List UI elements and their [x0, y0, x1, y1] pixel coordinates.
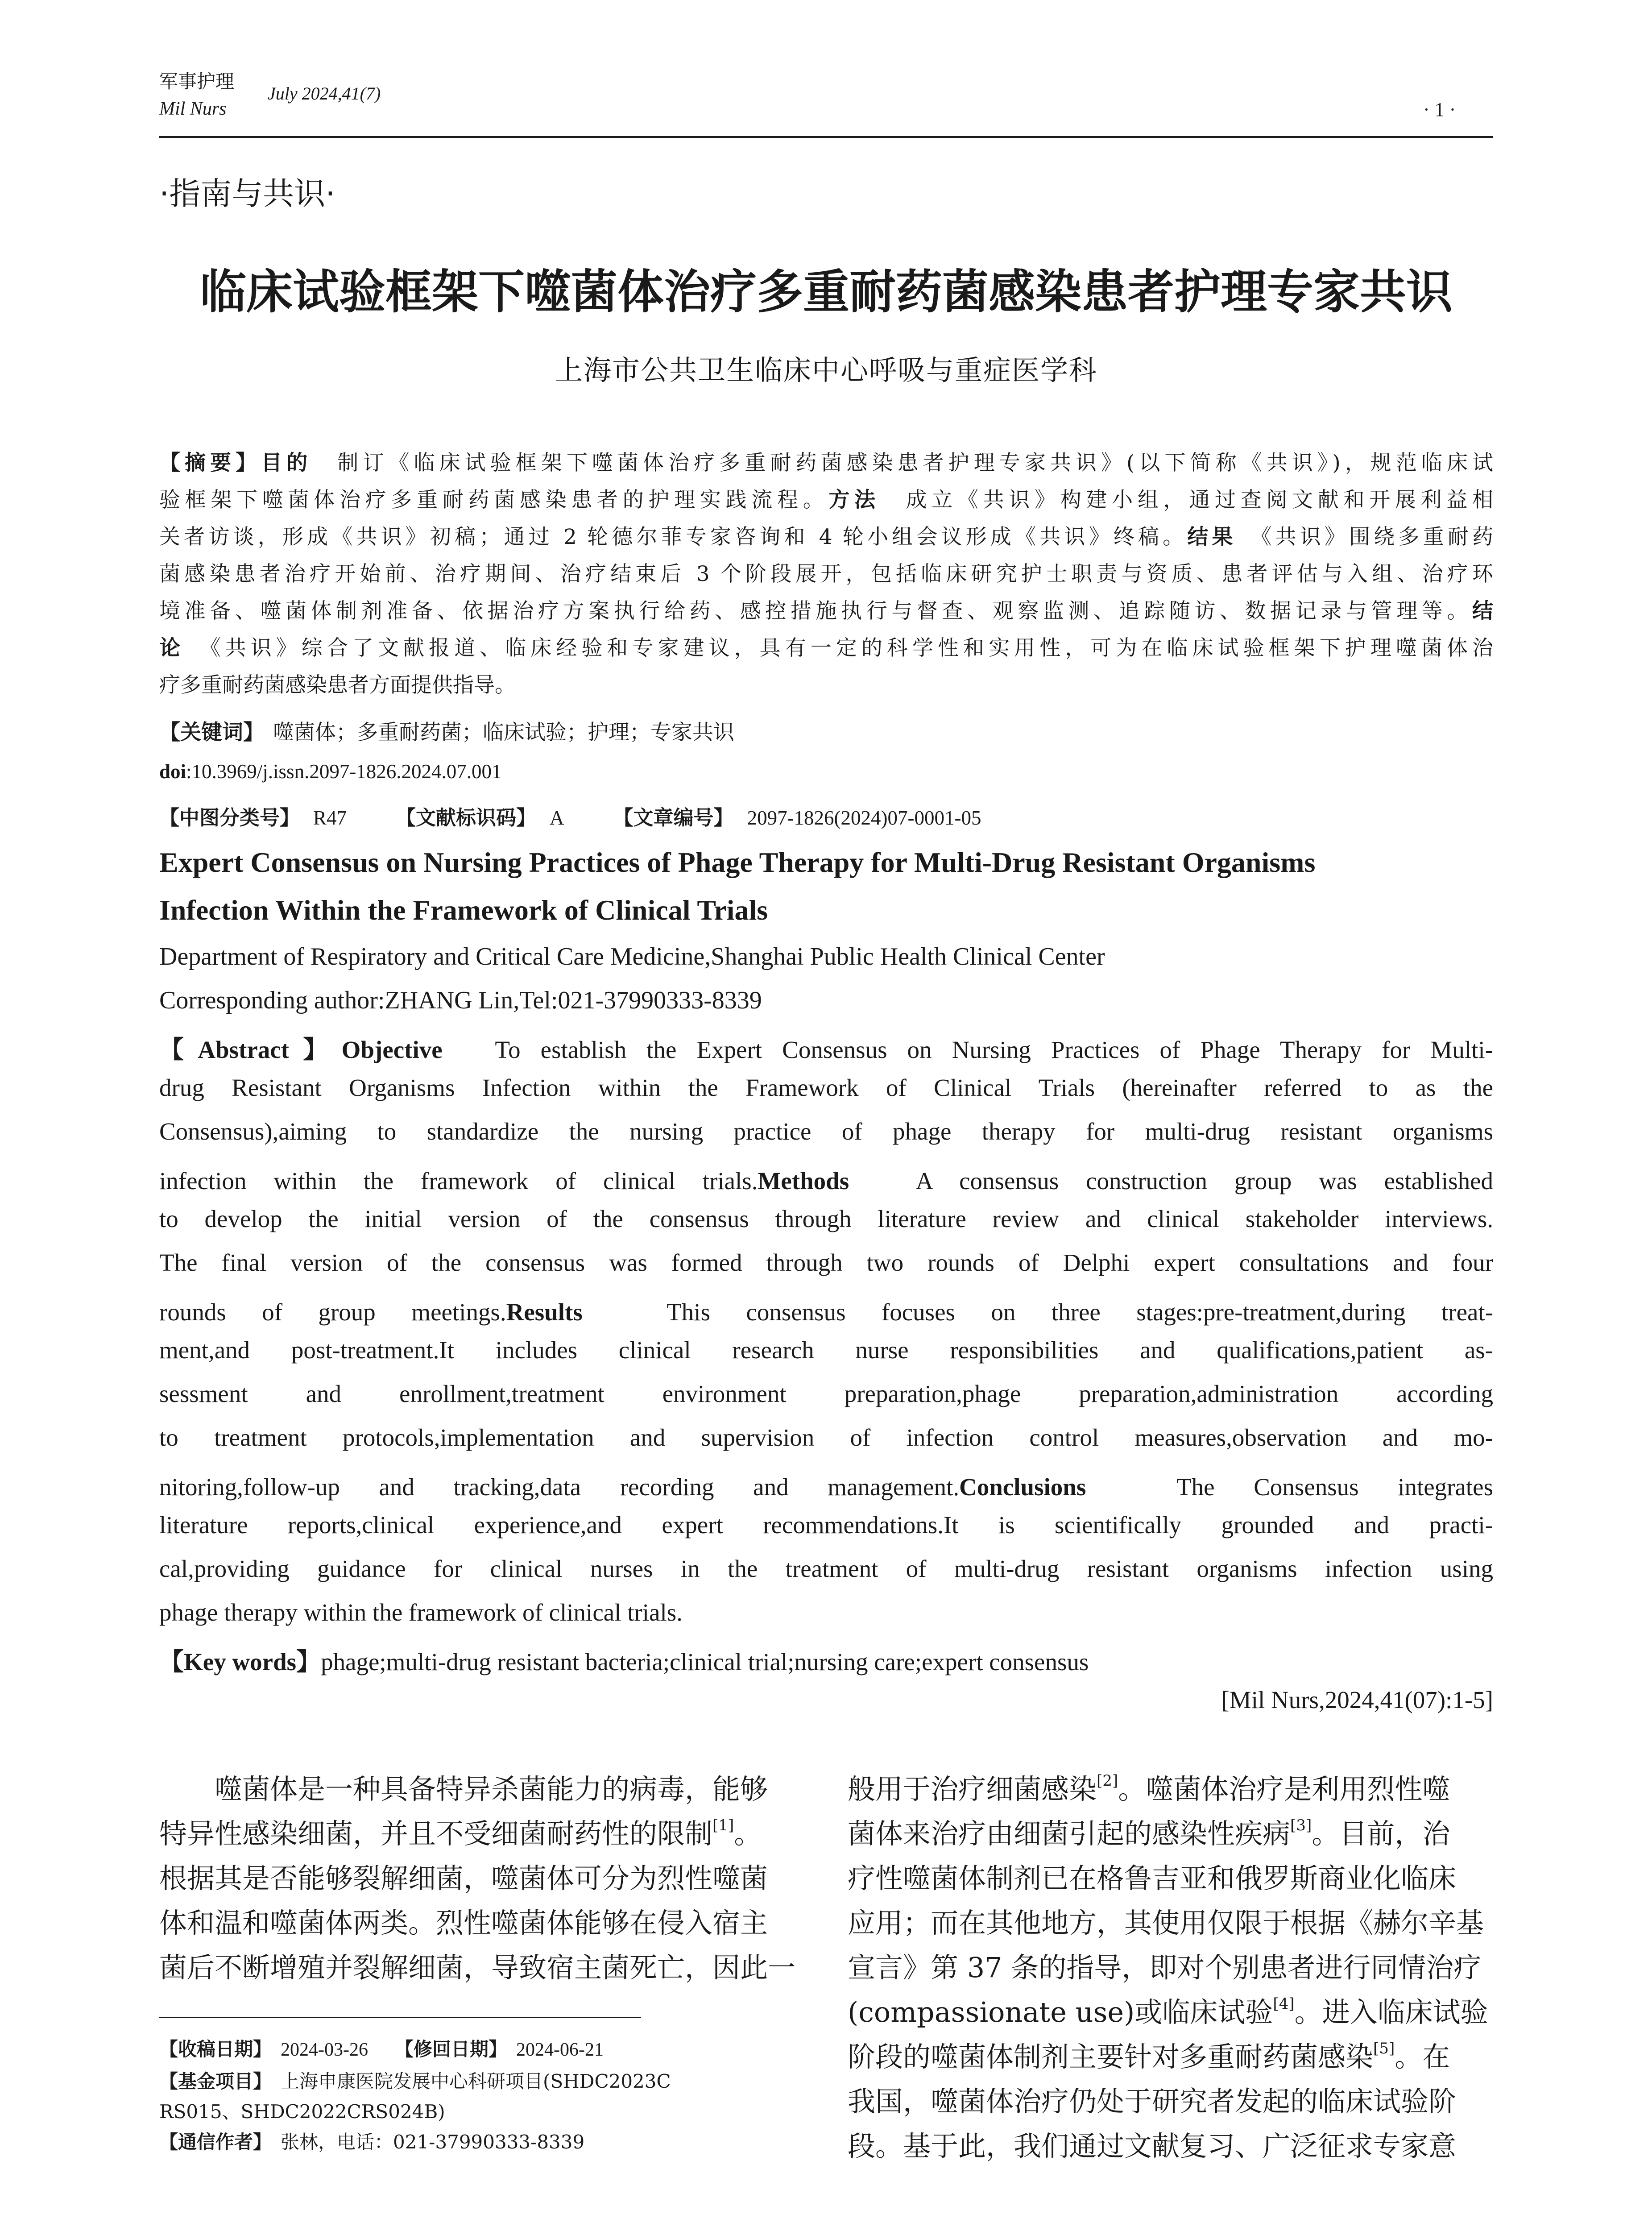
corresponding-author-en: Corresponding author:ZHANG Lin,Tel:021-37990333-8339: [159, 987, 762, 1014]
abstract-cn-label: 【摘要】: [159, 451, 261, 475]
classification-line: 【中图分类号】 R47 【文献标识码】 A 【文章编号】 2097-1826(2024)07-0001-05: [159, 806, 981, 829]
doi-label: doi: [159, 760, 186, 783]
abstract-en-line: ment,and post-treatment.It includes clinical research nurse responsibilities and qualifications,patient as-: [159, 1336, 1493, 1364]
abstract-en-line: The final version of the consensus was formed through two rounds of Delphi expert consultations and four: [159, 1249, 1493, 1276]
footnote-dates: 【收稿日期】 2024-03-26 【修回日期】 2024-06-21: [159, 2038, 604, 2060]
body-line: (compassionate use)或临床试验[4]。进入临床试验: [848, 1995, 1488, 2028]
abstract-cn-line: 菌感染患者治疗开始前、治疗期间、治疗结束后 3 个阶段展开，包括临床研究护士职责与资质、患者评估与入组、治疗环: [159, 562, 1493, 586]
journal-name-en: Mil Nurs: [159, 99, 227, 119]
body-line: 般用于治疗细菌感染[2]。噬菌体治疗是利用烈性噬: [848, 1772, 1450, 1805]
keywords-cn: 【关键词】 噬菌体；多重耐药菌；临床试验；护理；专家共识: [159, 720, 734, 745]
body-line: 段。基于此，我们通过文献复习、广泛征求专家意: [848, 2130, 1457, 2162]
abstract-cn-line: 论 《共识》综合了文献报道、临床经验和专家建议，具有一定的科学性和实用性，可为在临床试验框架下护理噬菌体治: [159, 636, 1493, 660]
abstract-en-line: rounds of group meetings.Results This consensus focuses on three stages:pre-treatment,during treat-: [159, 1298, 1493, 1326]
citation: [Mil Nurs,2024,41(07):1-5]: [1221, 1686, 1493, 1713]
body-line: 应用；而在其他地方，其使用仅限于根据《赫尔辛基: [848, 1907, 1484, 1939]
abstract-en-line: 【Abstract】Objective To establish the Expert Consensus on Nursing Practices of Phage Therapy for Multi-: [159, 1036, 1493, 1063]
title-en-line-1: Expert Consensus on Nursing Practices of Phage Therapy for Multi-Drug Resistant Organisms: [159, 846, 1316, 878]
keywords-cn-label: 【关键词】: [159, 720, 264, 745]
title-en-line-2: Infection Within the Framework of Clinical Trials: [159, 894, 768, 926]
abstract-en-line: to treatment protocols,implementation and supervision of infection control measures,observation and mo-: [159, 1424, 1493, 1451]
abstract-en-line: literature reports,clinical experience,and expert recommendations.It is scientifically grounded and practi-: [159, 1511, 1493, 1538]
footnote-corresponding: 【通信作者】 张林，电话：021-37990333-8339: [159, 2131, 585, 2153]
article-title: 临床试验框架下噬菌体治疗多重耐药菌感染患者护理专家共识: [199, 265, 1453, 319]
abstract-cn-line: 验框架下噬菌体治疗多重耐药菌感染患者的护理实践流程。方法 成立《共识》构建小组，通过查阅文献和开展利益相: [159, 488, 1493, 512]
abstract-en-line: to develop the initial version of the consensus through literature review and clinical stakeholder interviews.: [159, 1205, 1493, 1232]
body-line: 菌体来治疗由细菌引起的感染性疾病[3]。目前，治: [848, 1816, 1450, 1850]
abstract-cn-line: 疗多重耐药菌感染患者方面提供指导。: [159, 673, 516, 697]
abstract-cn-line: 【摘要】目的 制订《临床试验框架下噬菌体治疗多重耐药菌感染患者护理专家共识》(以下简称《共识》)，规范临床试: [159, 451, 1493, 475]
footnote-rule: [159, 2017, 641, 2018]
abstract-en-line: drug Resistant Organisms Infection within the Framework of Clinical Trials (hereinafter referred to as the: [159, 1074, 1493, 1101]
abstract-cn-line: 境准备、噬菌体制剂准备、依据治疗方案执行给药、感控措施执行与督查、观察监测、追踪随访、数据记录与管理等。结: [159, 599, 1493, 623]
doi: doi:10.3969/j.issn.2097-1826.2024.07.001: [159, 760, 502, 783]
journal-name-cn: 军事护理: [159, 70, 235, 92]
author-affiliation-cn: 上海市公共卫生临床中心呼吸与重症医学科: [555, 354, 1097, 386]
abstract-en-line: sessment and enrollment,treatment environment preparation,phage preparation,administration according: [159, 1380, 1493, 1407]
body-line: 特异性感染细菌，并且不受细菌耐药性的限制[1]。: [159, 1816, 762, 1850]
footnote-fund: 【基金项目】 上海申康医院发展中心科研项目(SHDC2023C: [159, 2070, 671, 2092]
body-line: 菌后不断增殖并裂解细菌，导致宿主菌死亡，因此一: [159, 1951, 796, 1984]
abstract-cn-line: 关者访谈，形成《共识》初稿；通过 2 轮德尔菲专家咨询和 4 轮小组会议形成《共识》终稿。结果 《共识》围绕多重耐药: [159, 525, 1493, 549]
section-label: ·指南与共识·: [159, 175, 335, 212]
body-line: 我国，噬菌体治疗仍处于研究者发起的临床试验阶: [848, 2085, 1457, 2118]
footnote-fund-cont: RS015、SHDC2022CRS024B): [159, 2101, 445, 2123]
body-line: 根据其是否能够裂解细菌，噬菌体可分为烈性噬菌: [159, 1862, 768, 1895]
header-rule: [159, 136, 1493, 138]
abstract-en-line: nitoring,follow-up and tracking,data recording and management.Conclusions The Consensus integrates: [159, 1473, 1493, 1501]
body-line: 宣言》第 37 条的指导，即对个别患者进行同情治疗: [848, 1951, 1482, 1984]
page-number: · 1 ·: [1423, 99, 1456, 120]
abstract-en-line: infection within the framework of clinical trials.Methods A consensus construction group was established: [159, 1167, 1493, 1194]
keywords-en-label: 【Key words】: [159, 1648, 321, 1675]
body-line: 噬菌体是一种具备特异杀菌能力的病毒，能够: [159, 1773, 768, 1805]
body-line: 阶段的噬菌体制剂主要针对多重耐药菌感染[5]。在: [848, 2040, 1450, 2073]
abstract-en-line: Consensus),aiming to standardize the nursing practice of phage therapy for multi-drug resistant organisms: [159, 1118, 1493, 1145]
issue-info: July 2024,41(7): [268, 83, 381, 104]
keywords-en: 【Key words】phage;multi-drug resistant bacteria;clinical trial;nursing care;expert consensus: [159, 1648, 1089, 1675]
body-line: 疗性噬菌体制剂已在格鲁吉亚和俄罗斯商业化临床: [848, 1862, 1457, 1895]
affiliation-en: Department of Respiratory and Critical Care Medicine,Shanghai Public Health Clinical Center: [159, 943, 1105, 970]
abstract-en-line: phage therapy within the framework of clinical trials.: [159, 1599, 683, 1626]
body-line: 体和温和噬菌体两类。烈性噬菌体能够在侵入宿主: [159, 1907, 768, 1939]
abstract-en-line: cal,providing guidance for clinical nurses in the treatment of multi-drug resistant organisms infection using: [159, 1555, 1493, 1582]
